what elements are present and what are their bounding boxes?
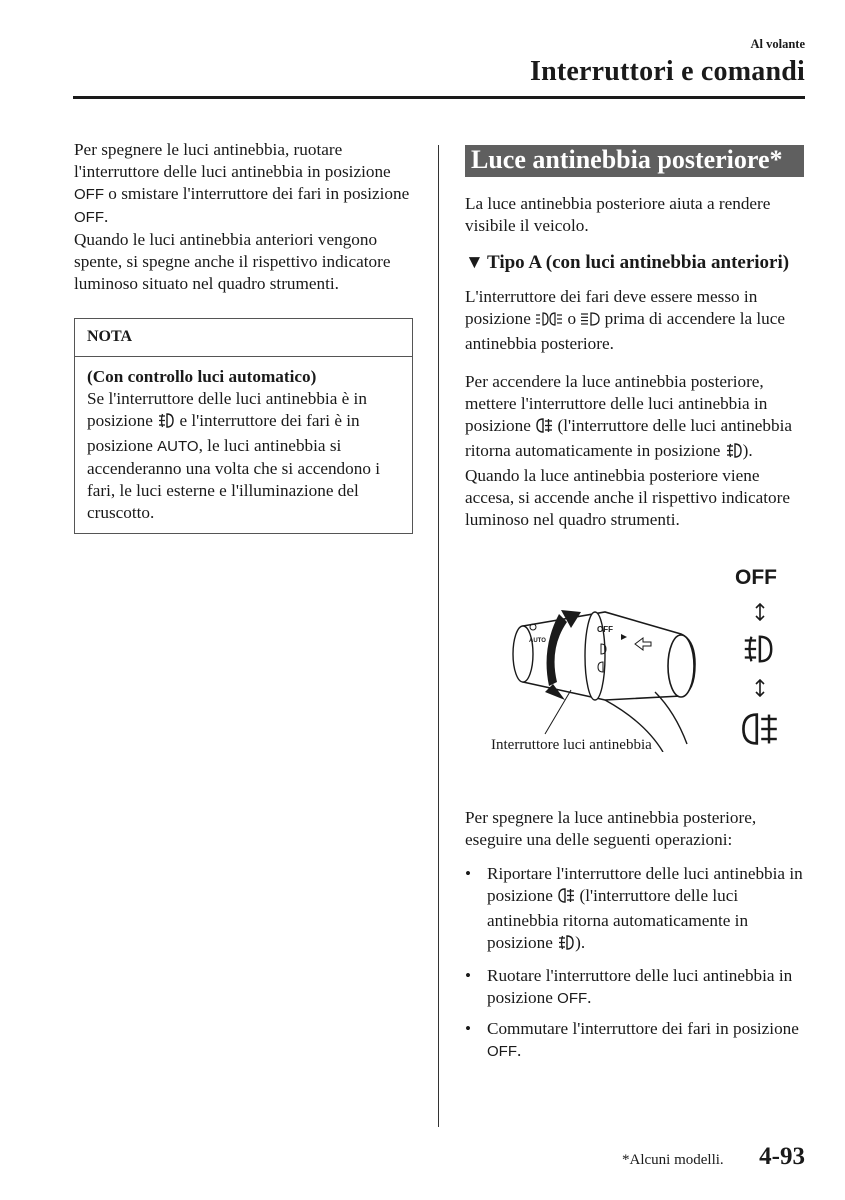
right-paragraph-2: Per accendere la luce antinebbia posteriore, mettere l'interruttore delle luci antinebbia in posizione (l'interruttore delle luci antinebbia ritorna automaticamente in posizione ).: [465, 371, 810, 465]
rear-fog-icon: [739, 709, 779, 749]
off-code: OFF: [74, 209, 104, 226]
column-divider: [438, 145, 439, 1127]
front-fog-icon: [557, 934, 575, 957]
off-code: OFF: [557, 990, 588, 1007]
note-body: [75, 357, 412, 533]
right-paragraph-4: Per spegnere la luce antinebbia posteriore, eseguire una delle seguenti operazioni:: [465, 808, 757, 849]
triangle-marker: ▼: [465, 252, 484, 273]
rear-fog-icon: [557, 887, 575, 910]
updown-arrow-icon: [753, 603, 767, 621]
footnote: *Alcuni modelli.: [622, 1152, 724, 1168]
auto-code: AUTO: [157, 438, 199, 455]
stalk-off-text: OFF: [597, 625, 613, 634]
note-subheading: (Con controllo luci automatico): [87, 367, 317, 386]
stalk-auto-text: AUTO: [529, 638, 546, 644]
bullet: •: [465, 966, 472, 985]
right-column: [465, 145, 810, 1071]
front-fog-icon: [741, 632, 775, 666]
note-text: Se l'interruttore delle luci antinebbia è in posizione e l'interruttore dei fari è in posizione AUTO, le luci antinebbia si accenderanno una volta che si accendono i fari, le luci esterne e l'illuminazione del cruscotto.: [87, 389, 381, 522]
fog-switch-figure: [465, 557, 810, 807]
front-fog-icon: [157, 412, 175, 435]
subheading: ▼ Tipo A (con luci antinebbia anteriori): [465, 252, 790, 273]
headlights-icon: [580, 311, 600, 333]
left-paragraph-2: Quando le luci antinebbia anteriori vengono spente, si spegne anche il rispettivo indicatore luminoso situato nel quadro strumenti.: [74, 230, 391, 293]
header-rule: [73, 96, 805, 99]
list-item: • Riportare l'interruttore delle luci antinebbia in posizione (l'interruttore delle luci antinebbia ritorna automaticamente in posizione ).: [465, 863, 810, 957]
bullet: •: [465, 864, 472, 883]
left-column: [74, 139, 419, 534]
list-item: • Commutare l'interruttore dei fari in posizione OFF.: [465, 1019, 799, 1060]
figure-caption: Interruttore luci antinebbia: [491, 737, 652, 753]
rear-fog-icon: [535, 417, 553, 440]
stalk-illustration: [505, 582, 735, 752]
section-banner: Luce antinebbia posteriore*: [465, 145, 804, 177]
page-title: Interruttori e comandi: [529, 56, 805, 87]
intro-paragraph: La luce antinebbia posteriore aiuta a rendere visibile il veicolo.: [465, 194, 771, 235]
right-paragraph-1: L'interruttore dei fari deve essere messo in posizione o prima di accendere la luce antinebbia posteriore.: [465, 287, 786, 353]
parking-lights-icon: [535, 311, 563, 333]
bullet-list: [465, 863, 810, 1063]
front-fog-icon: [725, 442, 743, 465]
bullet: •: [465, 1019, 472, 1038]
left-paragraph-1: Per spegnere le luci antinebbia, ruotare l'interruttore delle luci antinebbia in posizione OFF o smistare l'interruttore dei fari in posizione OFF.: [74, 140, 410, 226]
page-number: 4-93: [759, 1143, 805, 1170]
list-item: • Ruotare l'interruttore delle luci antinebbia in posizione OFF.: [465, 966, 793, 1007]
section-label: Al volante: [750, 37, 805, 51]
off-code: OFF: [74, 186, 104, 203]
off-label: OFF: [735, 566, 777, 589]
note-heading: NOTA: [75, 319, 412, 357]
note-box: [74, 318, 413, 534]
right-paragraph-3: Quando la luce antinebbia posteriore viene accesa, si accende anche il rispettivo indicatore luminoso nel quadro strumenti.: [465, 466, 790, 529]
updown-arrow-icon: [753, 679, 767, 697]
off-code: OFF: [487, 1043, 517, 1060]
